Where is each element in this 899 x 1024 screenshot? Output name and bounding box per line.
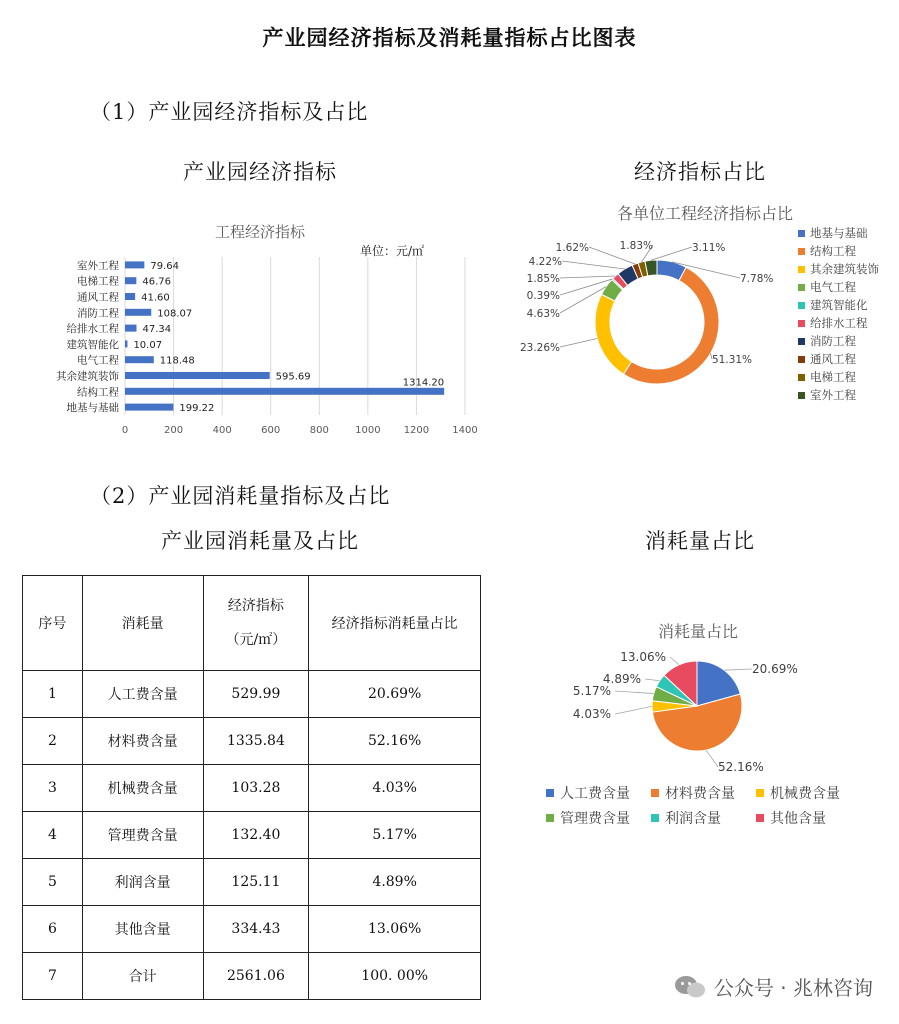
- row-index: 2: [23, 718, 83, 765]
- legend-swatch: [651, 814, 659, 822]
- bar-5: [125, 340, 127, 347]
- legend-label: 地基与基础: [810, 226, 868, 240]
- legend-label: 其他含量: [770, 811, 826, 827]
- legend-swatch: [798, 338, 805, 345]
- data-label: 47.34: [142, 324, 172, 336]
- leader-line: [645, 679, 660, 681]
- row-index: 3: [23, 765, 83, 812]
- data-label: 41.60: [141, 292, 170, 304]
- row-ratio: 52.16%: [309, 718, 481, 765]
- row-value: 1335.84: [203, 718, 309, 765]
- legend-label: 机械费含量: [770, 786, 840, 802]
- x-tick-label: 1000: [355, 425, 381, 436]
- category-label: 电梯工程: [77, 275, 119, 288]
- bar-9: [125, 404, 173, 411]
- legend-label: 电梯工程: [810, 370, 856, 384]
- category-label: 室外工程: [77, 259, 119, 272]
- section1-heading: （1）产业园经济指标及占比: [90, 100, 369, 124]
- row-item: 人工费含量: [82, 671, 203, 718]
- legend-label: 人工费含量: [560, 786, 630, 802]
- row-ratio: 20.69%: [309, 671, 481, 718]
- legend-swatch: [798, 302, 805, 309]
- pie-chart-title: 消耗量占比: [657, 622, 739, 641]
- category-label: 给排水工程: [66, 323, 119, 336]
- bar-2: [125, 293, 135, 300]
- row-ratio: 13.06%: [309, 906, 481, 953]
- pie-data-label: 5.17%: [572, 684, 611, 698]
- pie-chart: [530, 610, 899, 840]
- legend-label: 消防工程: [810, 334, 856, 348]
- row-value: 103.28: [203, 765, 309, 812]
- bar-3: [125, 309, 151, 316]
- row-item: 其他含量: [82, 906, 203, 953]
- x-tick-label: 1400: [452, 425, 478, 436]
- row-item: 管理费含量: [82, 812, 203, 859]
- category-label: 结构工程: [77, 386, 119, 399]
- data-label: 46.76: [142, 276, 171, 288]
- legend-label: 材料费含量: [665, 786, 735, 802]
- row-value: 2561.06: [203, 953, 309, 1000]
- legend-swatch: [756, 814, 764, 822]
- donut-data-label: 4.63%: [526, 308, 560, 320]
- bar-7: [125, 372, 270, 379]
- legend-swatch: [798, 392, 805, 399]
- legend-label: 建筑智能化: [810, 298, 868, 312]
- data-label: 108.07: [157, 308, 193, 320]
- row-ratio: 100. 00%: [309, 953, 481, 1000]
- donut-data-label: 51.31%: [712, 354, 753, 366]
- legend-swatch: [651, 789, 659, 797]
- legend-label: 结构工程: [810, 244, 856, 258]
- legend-swatch: [798, 266, 805, 273]
- data-label: 118.48: [159, 355, 195, 367]
- bar-1: [125, 277, 136, 284]
- wechat-icon: [674, 975, 706, 999]
- header-index-value: [203, 576, 309, 671]
- legend-label: 通风工程: [810, 352, 856, 366]
- data-label: 79.64: [150, 260, 179, 272]
- data-label: 595.69: [275, 371, 311, 383]
- legend-swatch: [546, 789, 554, 797]
- row-item: 合计: [82, 953, 203, 1000]
- category-label: 消防工程: [77, 307, 119, 320]
- leader-line: [670, 657, 679, 665]
- table-row: [23, 812, 481, 859]
- header-ratio: 经济指标消耗量占比: [309, 576, 481, 671]
- table-row: [23, 718, 481, 765]
- table-header-row: [23, 576, 481, 671]
- donut-data-label: 3.11%: [692, 242, 726, 254]
- section2-left-title: 产业园消耗量及占比: [161, 529, 359, 553]
- category-label: 通风工程: [77, 291, 119, 304]
- row-index: 1: [23, 671, 83, 718]
- data-label: 10.07: [133, 339, 163, 351]
- pie-data-label: 52.16%: [718, 760, 764, 774]
- watermark-text: 公众号 · 兆林咨询: [713, 976, 873, 1000]
- row-item: 材料费含量: [82, 718, 203, 765]
- leader-line: [562, 261, 625, 269]
- row-index: 7: [23, 953, 83, 1000]
- leader-line: [560, 338, 597, 347]
- leader-line: [706, 750, 718, 767]
- row-value: 334.43: [203, 906, 309, 953]
- legend-swatch: [546, 814, 554, 822]
- data-label: 199.22: [179, 403, 215, 415]
- x-tick-label: 200: [164, 425, 184, 436]
- x-tick-label: 600: [261, 425, 281, 436]
- donut-chart-title: 各单位工程经济指标占比: [616, 204, 794, 223]
- row-value: 132.40: [203, 812, 309, 859]
- donut-data-label: 23.26%: [519, 342, 560, 354]
- header-consumption: 消耗量: [82, 576, 203, 671]
- donut-data-label: 1.83%: [619, 240, 653, 252]
- section1-right-title: 经济指标占比: [634, 160, 766, 184]
- bar-6: [125, 356, 154, 363]
- x-tick-label: 800: [309, 425, 329, 436]
- donut-data-label: 7.78%: [740, 273, 774, 285]
- row-value: 529.99: [203, 671, 309, 718]
- row-index: 4: [23, 812, 83, 859]
- x-tick-label: 400: [212, 425, 232, 436]
- donut-data-label: 4.22%: [528, 256, 562, 268]
- legend-swatch: [798, 356, 805, 363]
- section2-heading: （2）产业园消耗量指标及占比: [90, 484, 391, 508]
- category-label: 电气工程: [77, 354, 119, 367]
- pie-data-label: 4.89%: [602, 672, 641, 686]
- legend-swatch: [798, 320, 805, 327]
- table-row: [23, 953, 481, 1000]
- legend-label: 利润含量: [665, 811, 721, 827]
- table-row: [23, 859, 481, 906]
- bar-chart: [30, 205, 490, 450]
- pie-data-label: 13.06%: [620, 650, 666, 664]
- x-tick-label: 0: [121, 425, 129, 436]
- category-label: 建筑智能化: [66, 338, 119, 351]
- row-ratio: 4.89%: [309, 859, 481, 906]
- leader-line: [615, 706, 652, 714]
- legend-label: 电气工程: [810, 280, 856, 294]
- donut-data-label: 1.85%: [526, 273, 560, 285]
- page-title: 产业园经济指标及消耗量指标占比图表: [262, 26, 637, 50]
- data-label: 1314.20: [402, 377, 445, 389]
- watermark: [674, 972, 873, 1001]
- table-row: [23, 765, 481, 812]
- donut-slice-1: [623, 267, 719, 384]
- legend-label: 给排水工程: [810, 316, 868, 330]
- legend-swatch: [798, 248, 805, 255]
- leader-line: [615, 691, 654, 694]
- row-ratio: 4.03%: [309, 765, 481, 812]
- leader-line: [724, 669, 752, 670]
- bar-0: [125, 261, 144, 268]
- legend-label: 其余建筑装饰: [810, 262, 879, 276]
- consumption-table: [22, 575, 481, 1000]
- legend-swatch: [798, 374, 805, 381]
- legend-label: 室外工程: [810, 388, 856, 402]
- header-index: 序号: [23, 576, 83, 671]
- pie-data-label: 20.69%: [752, 662, 798, 676]
- table-row: [23, 906, 481, 953]
- section2-right-title: 消耗量占比: [645, 529, 755, 553]
- legend-swatch: [798, 284, 805, 291]
- bar-chart-unit: 单位：元/㎡: [360, 244, 425, 258]
- row-index: 6: [23, 906, 83, 953]
- legend-swatch: [756, 789, 764, 797]
- pie-data-label: 4.03%: [572, 707, 611, 721]
- bar-chart-title: 工程经济指标: [214, 223, 306, 241]
- category-label: 其余建筑装饰: [56, 370, 119, 383]
- category-label: 地基与基础: [66, 402, 119, 415]
- leader-line: [651, 247, 692, 260]
- row-index: 5: [23, 859, 83, 906]
- legend-swatch: [798, 230, 805, 237]
- donut-slice-2: [595, 294, 632, 374]
- row-value: 125.11: [203, 859, 309, 906]
- header-index-value-label: 经济指标: [227, 598, 284, 614]
- row-item: 利润含量: [82, 859, 203, 906]
- donut-chart: [500, 195, 899, 425]
- section1-left-title: 产业园经济指标: [183, 160, 337, 184]
- row-item: 机械费含量: [82, 765, 203, 812]
- legend-label: 管理费含量: [560, 811, 630, 827]
- table-row: [23, 671, 481, 718]
- row-ratio: 5.17%: [309, 812, 481, 859]
- donut-data-label: 1.62%: [555, 242, 589, 254]
- bar-8: [125, 388, 444, 395]
- leader-line: [560, 276, 615, 278]
- x-tick-label: 1200: [403, 425, 430, 436]
- bar-4: [125, 325, 136, 332]
- donut-data-label: 0.39%: [526, 290, 560, 302]
- header-index-value-unit: （元/㎡）: [225, 632, 287, 648]
